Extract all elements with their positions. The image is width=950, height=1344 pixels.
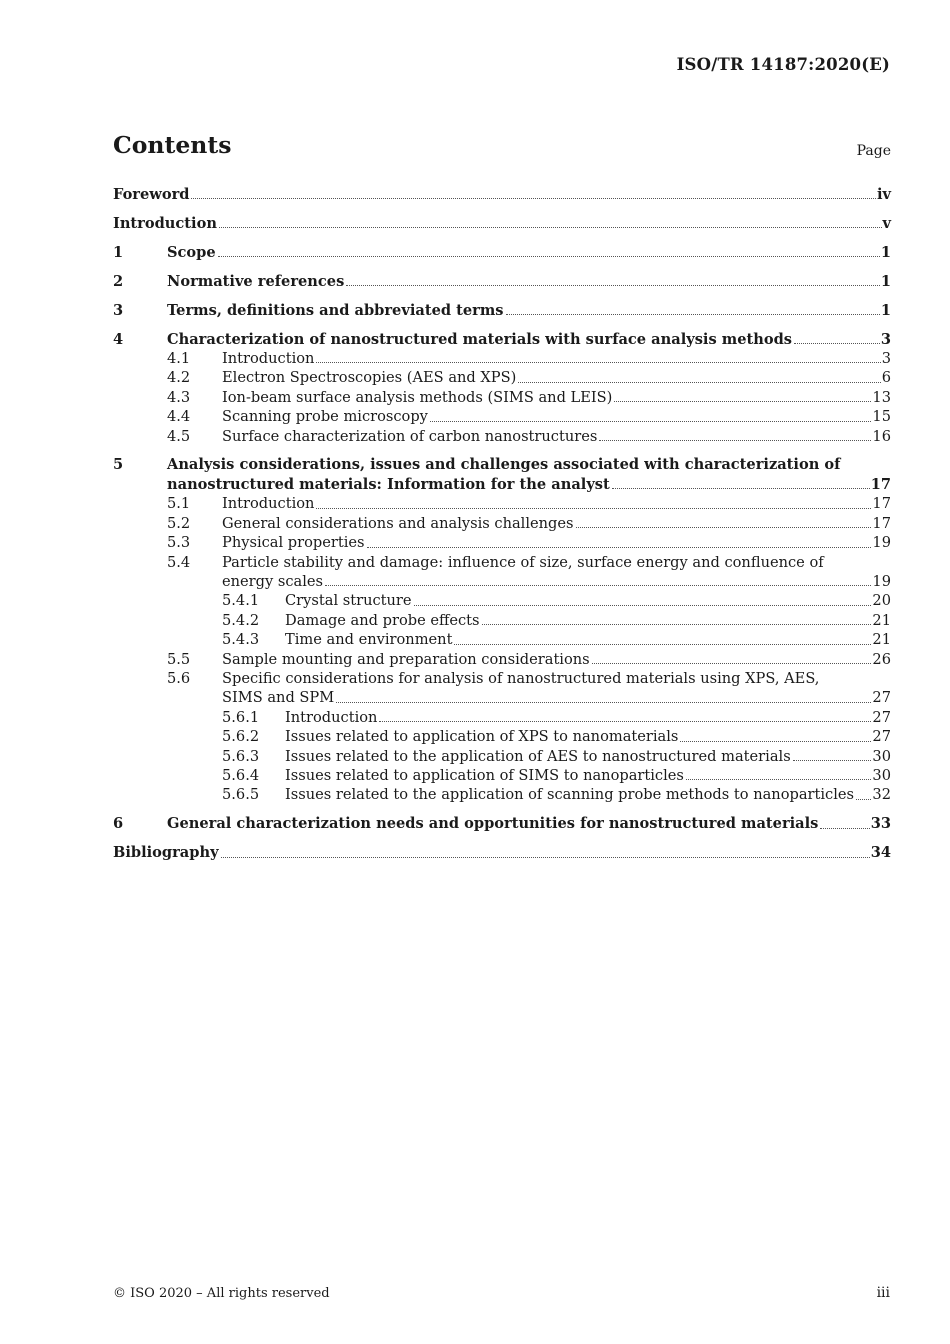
toc-entry-title: Introduction: [222, 349, 315, 367]
dot-leader: [218, 256, 880, 257]
dot-leader: [506, 314, 880, 315]
toc-entry-number: 5.5: [167, 650, 191, 668]
toc-entry-page: 17: [872, 495, 891, 513]
toc-entry[interactable]: [113, 272, 891, 291]
toc-entry-number: 5.4.2: [222, 611, 260, 629]
dot-leader: [219, 227, 882, 228]
toc-entry-page: v: [882, 214, 891, 232]
toc-entry[interactable]: [113, 427, 891, 446]
dot-leader: [794, 343, 880, 344]
toc-entry-page: 26: [872, 650, 891, 668]
toc-entry-page: 17: [872, 514, 891, 532]
toc-entry-title: Crystal structure: [285, 592, 412, 610]
dot-leader: [414, 605, 872, 606]
dot-leader: [793, 760, 872, 761]
dot-leader: [346, 285, 880, 286]
toc-entry-number: 5.1: [167, 495, 191, 513]
toc-entry[interactable]: [113, 243, 891, 262]
toc-entry[interactable]: [113, 727, 891, 746]
toc-entry-page: 16: [872, 427, 891, 445]
dot-leader: [576, 527, 872, 528]
toc-entry-page: 27: [872, 728, 891, 746]
table-of-contents: [113, 185, 891, 863]
toc-entry-title: Introduction: [285, 708, 378, 726]
toc-entry-number: 5.2: [167, 514, 191, 532]
toc-entry-page: 30: [872, 747, 891, 765]
dot-leader: [518, 382, 880, 383]
toc-entry[interactable]: [113, 214, 891, 233]
toc-entry-title: Analysis considerations, issues and challenges associated with characterization of: [167, 456, 841, 474]
toc-entry-number: 6: [113, 815, 124, 833]
toc-entry-number: 5.6.2: [222, 728, 260, 746]
toc-entry-number: 4: [113, 330, 124, 348]
toc-entry-number: 5: [113, 456, 124, 474]
toc-entry-page: 6: [881, 369, 891, 387]
toc-entry[interactable]: [113, 747, 891, 766]
toc-entry-title: Introduction: [113, 214, 217, 232]
toc-entry-title: Scope: [167, 243, 216, 261]
dot-leader: [454, 644, 871, 645]
dot-leader: [820, 828, 869, 829]
dot-leader: [325, 585, 871, 586]
toc-entry[interactable]: [113, 388, 891, 407]
dot-leader: [614, 401, 871, 402]
toc-entry-title: Specific considerations for analysis of nanostructured materials using XPS, AES,: [222, 669, 820, 687]
toc-entry-title: Bibliography: [113, 844, 219, 862]
toc-entry-number: 4.1: [167, 349, 191, 367]
toc-entry-page: 21: [872, 631, 891, 649]
dot-leader: [599, 440, 871, 441]
toc-entry-page: 27: [872, 708, 891, 726]
toc-entry[interactable]: [113, 349, 891, 368]
toc-entry-page: 34: [870, 844, 891, 862]
toc-entry-title: SIMS and SPM: [222, 689, 335, 707]
toc-entry[interactable]: [113, 669, 891, 688]
toc-entry[interactable]: [113, 185, 891, 204]
toc-entry-title: Foreword: [113, 186, 190, 203]
toc-entry-page: 3: [881, 349, 891, 367]
toc-entry[interactable]: [113, 708, 891, 727]
toc-entry-title: Surface characterization of carbon nanostructures: [222, 427, 598, 445]
document-id: ISO/TR 14187:2020(E): [676, 55, 890, 74]
toc-entry-page: iv: [876, 186, 891, 203]
toc-entry-title: General considerations and analysis challenges: [222, 514, 574, 532]
toc-entry[interactable]: [113, 785, 891, 804]
toc-entry-number: 5.6.4: [222, 766, 260, 784]
toc-entry[interactable]: [113, 494, 891, 513]
dot-leader: [379, 721, 871, 722]
toc-entry-number: 2: [113, 272, 124, 290]
toc-entry[interactable]: [113, 843, 891, 862]
toc-entry-title: Issues related to the application of scanning probe methods to nanoparticles: [285, 786, 854, 804]
page-column-label: Page: [856, 143, 891, 159]
dot-leader: [367, 547, 872, 548]
toc-entry-number: 3: [113, 301, 124, 319]
toc-entry-number: 5.6.3: [222, 747, 260, 765]
dot-leader: [686, 779, 872, 780]
toc-entry[interactable]: [113, 591, 891, 610]
toc-entry-number: 5.6: [167, 669, 191, 687]
toc-entry-page: 19: [872, 572, 891, 590]
toc-entry-page: 13: [872, 388, 891, 406]
toc-entry-title: Issues related to application of SIMS to nanoparticles: [285, 766, 684, 784]
toc-entry-title: Time and environment: [285, 631, 453, 649]
toc-entry-page: 32: [872, 786, 891, 804]
contents-heading: Contents: [113, 131, 232, 159]
toc-entry-title: Electron Spectroscopies (AES and XPS): [222, 369, 517, 387]
toc-entry-title: Damage and probe effects: [285, 611, 480, 629]
toc-entry-number: 5.4: [167, 553, 191, 571]
toc-entry[interactable]: [113, 650, 891, 669]
dot-leader: [221, 857, 870, 858]
toc-entry-number: 5.4.3: [222, 631, 260, 649]
toc-entry-title: Terms, definitions and abbreviated terms: [167, 301, 504, 319]
toc-entry-title: Sample mounting and preparation considerations: [222, 650, 590, 668]
toc-entry-number: 5.6.5: [222, 786, 260, 804]
toc-entry[interactable]: [113, 572, 891, 591]
toc-entry[interactable]: [113, 330, 891, 349]
toc-entry-title: Ion-beam surface analysis methods (SIMS and LEIS): [222, 388, 613, 406]
toc-entry[interactable]: [113, 407, 891, 426]
toc-entry-number: 4.4: [167, 408, 191, 426]
toc-entry-title: Issues related to the application of AES to nanostructured materials: [285, 747, 791, 765]
dot-leader: [592, 663, 872, 664]
toc-entry-title: Physical properties: [222, 534, 365, 552]
dot-leader: [316, 508, 871, 509]
toc-entry-page: 1: [880, 301, 891, 319]
toc-entry-title: Scanning probe microscopy: [222, 408, 428, 426]
toc-entry-number: 1: [113, 243, 124, 261]
toc-entry-title: Issues related to application of XPS to nanomaterials: [285, 728, 679, 746]
toc-entry-title: Normative references: [167, 272, 345, 290]
dot-leader: [191, 198, 876, 199]
toc-entry-page: 3: [880, 330, 891, 348]
dot-leader: [612, 488, 870, 489]
toc-entry-page: 20: [872, 592, 891, 610]
toc-entry[interactable]: [113, 766, 891, 785]
toc-entry-number: 4.2: [167, 369, 191, 387]
toc-entry-title: Characterization of nanostructured materials with surface analysis methods: [167, 330, 793, 348]
toc-entry-page: 21: [872, 611, 891, 629]
toc-entry-number: 5.6.1: [222, 708, 260, 726]
dot-leader: [856, 799, 871, 800]
toc-entry[interactable]: [113, 611, 891, 630]
dot-leader: [336, 702, 871, 703]
toc-entry-number: 4.5: [167, 427, 191, 445]
toc-entry[interactable]: [113, 814, 891, 833]
toc-entry-page: 19: [872, 534, 891, 552]
toc-entry-number: 5.3: [167, 534, 191, 552]
toc-entry-title: nanostructured materials: Information for the analyst: [167, 475, 610, 493]
toc-entry-title: General characterization needs and opportunities for nanostructured materials: [167, 815, 819, 833]
toc-entry-page: 17: [870, 475, 891, 493]
toc-entry[interactable]: [113, 368, 891, 387]
toc-entry[interactable]: [113, 514, 891, 533]
toc-entry[interactable]: [113, 475, 891, 494]
dot-leader: [680, 741, 871, 742]
toc-entry-page: 15: [872, 408, 891, 426]
toc-entry-page: 27: [872, 689, 891, 707]
toc-entry-title: Particle stability and damage: influence of size, surface energy and confluence of: [222, 553, 824, 571]
toc-entry[interactable]: [113, 688, 891, 707]
page-number: iii: [876, 1285, 890, 1301]
toc-entry[interactable]: [113, 630, 891, 649]
toc-entry-page: 1: [880, 243, 891, 261]
toc-entry-page: 1: [880, 272, 891, 290]
dot-leader: [316, 362, 880, 363]
toc-entry-number: 4.3: [167, 388, 191, 406]
toc-entry-title: Introduction: [222, 495, 315, 513]
dot-leader: [482, 624, 872, 625]
toc-entry-page: 33: [870, 815, 891, 833]
toc-entry[interactable]: [113, 455, 891, 474]
copyright-notice: © ISO 2020 – All rights reserved: [113, 1286, 330, 1301]
toc-entry-title: energy scales: [222, 572, 324, 590]
toc-entry[interactable]: [113, 553, 891, 572]
dot-leader: [430, 421, 872, 422]
toc-entry[interactable]: [113, 533, 891, 552]
toc-entry-page: 30: [872, 766, 891, 784]
toc-entry-number: 5.4.1: [222, 592, 260, 610]
toc-entry[interactable]: [113, 301, 891, 320]
